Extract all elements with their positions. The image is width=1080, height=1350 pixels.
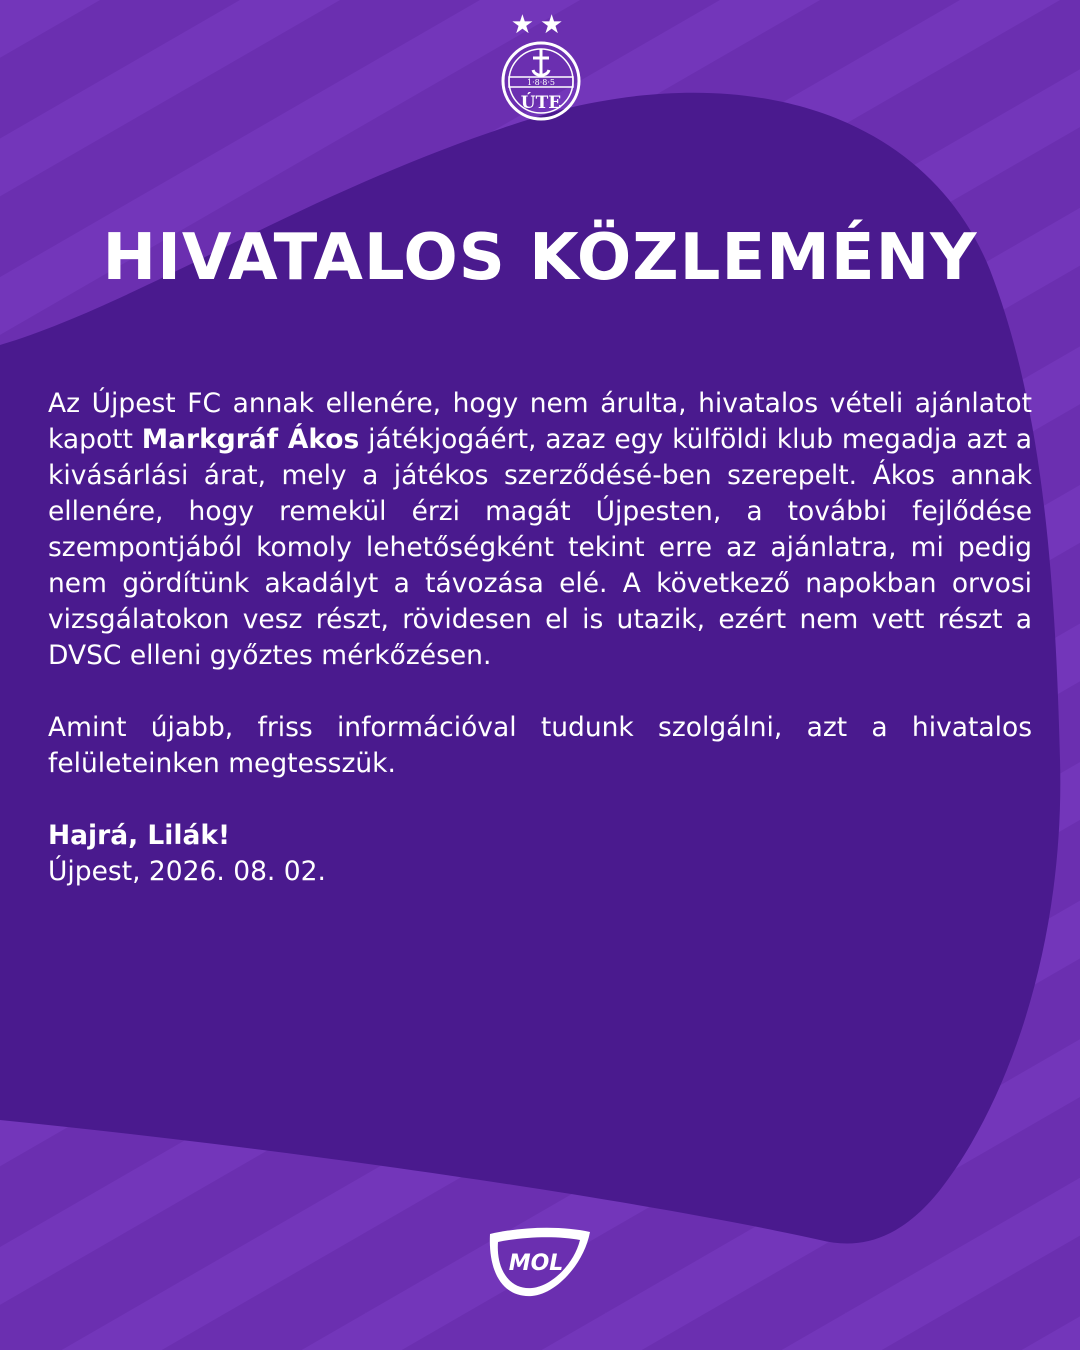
stars-icon: ★★ (510, 10, 570, 40)
announcement-paragraph-1 (48, 386, 1032, 674)
closing-slogan: Hajrá, Lilák! (48, 820, 231, 851)
announcement-paragraph-2: Amint újabb, friss információval tudunk szolgálni, azt a hivatalos felületeinken megtesszük. (48, 712, 1032, 779)
sponsor-logo (484, 1224, 596, 1300)
paragraph-1-start: Az Újpest FC annak ellenére, hogy nem árulta, hivatalos vételi ajánlatot kapott (48, 388, 1032, 455)
crest-year: 1·8·8·5 (527, 78, 555, 87)
sponsor-logo-text: MOL (508, 1251, 564, 1276)
paragraph-1-end: játékjogáért, azaz egy külföldi klub megadja azt a kivásárlási árat, mely a játékos szerződésé-ben szerepelt. Ákos annak ellenére, hogy remekül érzi magát Újpesten, a további fejlődése szempontjából komoly lehetőségként tekint erre az ajánlatra, mi pedig nem gördítünk akadályt a távozása elé. A következő napokban orvosi vizsgálatokon vesz részt, rövidesen el is utazik, ezért nem vett részt a DVSC elleni győztes mérkőzésen. (48, 424, 1032, 671)
club-crest-logo (500, 40, 582, 122)
page-title: HIVATALOS KÖZLEMÉNY (102, 221, 978, 295)
announcement-text (48, 386, 1032, 890)
place-date: Újpest, 2026. 08. 02. (48, 856, 326, 887)
player-name: Markgráf Ákos (141, 424, 360, 455)
crest-initials: ÚTE (520, 93, 562, 113)
